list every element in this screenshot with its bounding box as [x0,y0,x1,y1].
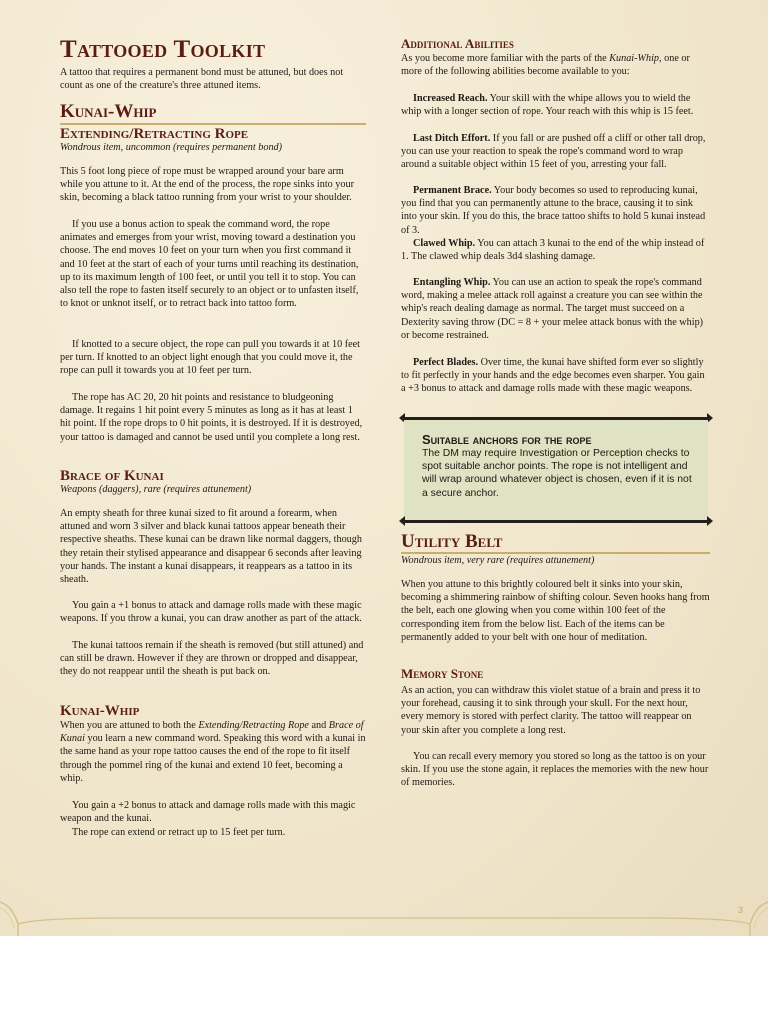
utility-belt-subtitle: Wondrous item, very rare (requires attunement) [401,555,595,566]
utility-belt-title: Utility Belt [401,531,503,552]
section-heading-kunai-whip: Kunai-Whip [60,101,157,122]
additional-title: Additional Abilities [401,36,514,51]
kunai-whip-paragraph-1: When you are attuned to both the Extending/Retracting Rope and Brace of Kunai you learn a new command word. Speaking this word with a kunai in the same hand as your rope tattoo causes the end of the rope to fit itself through the pommel ring of the kunai and extend 10 feet, becoming a whip. [60,720,366,784]
kunai-whip-paragraph-2: You gain a +2 bonus to attack and damage rolls made with this magic weapon and the kunai. [60,800,356,825]
footer-ornament [0,880,768,936]
extending-subtitle: Wondrous item, uncommon (requires permanent bond) [60,142,283,153]
extending-paragraph-4: The rope has AC 20, 20 hit points and resistance to bludgeoning damage. It regains 1 hit point every 5 minutes as long as it has at least 1 hit point. If the rope drops to 0 hit points, it is destroyed. If it is destroyed, your tattoo is damaged and cannot be used until you complete a long rest. [60,392,363,443]
extending-title: Extending/Retracting Rope [60,126,249,142]
ability-permanent-brace: Permanent Brace. Your body becomes so used to reproducing kunai, you find that you can permanently attune to the brace, causing it to sink into your skin. If you do this, the brace tattoo shifts to hold 5 kunai instead of 3. [401,185,706,236]
memory-stone-paragraph-1: As an action, you can withdraw this violet statue of a brain and press it to your forehead, causing it to sink through your skull. For the next hour, every memory is stored with perfect clarity. The tattoo will reappear on your skin after you complete a long rest. [401,685,701,736]
extending-paragraph-3: If knotted to a secure object, the rope can pull you towards it at 10 feet per turn. If knotted to an object light enough that you could move it, the rope can pull it towards you at 10 feet per turn. [60,339,360,377]
note-text: The DM may require Investigation or Perception checks to spot suitable anchor points. The rope is not intelligent and will wrap around whatever object is chosen, even if it is not a secure anchor. [422,448,692,499]
brace-paragraph-1: An empty sheath for three kunai sized to fit around a forearm, when attuned and worn 3 silver and black kunai tattoos appear beneath their respective sheaths. These kunai can be drawn like normal daggers, though they retain their stylised appearance and disappear 6 seconds after leaving your hands. The instant a kunai disappears, it reappears as a tattoo in its sheath. [60,508,362,586]
brace-paragraph-2: You gain a +1 bonus to attack and damage rolls made with these magic weapons. If you throw a kunai, you can draw another as part of the attack. [60,600,362,625]
ability-clawed-whip: Clawed Whip. You can attach 3 kunai to the end of the whip instead of 1. The clawed whip deals 3d4 slashing damage. [401,238,705,263]
note-title: Suitable anchors for the rope [422,432,592,447]
intro-text: A tattoo that requires a permanent bond must be attuned, but does not count as one of the creature's three attuned items. [60,67,344,92]
kunai-whip-title: Kunai-Whip [60,703,140,719]
extending-paragraph-1: This 5 foot long piece of rope must be wrapped around your bare arm while you attune to it. At the end of the process, the rope sinks into your skin, becoming a black tattoo running from your wrist to your shoulder. [60,166,354,204]
ability-perfect-blades: Perfect Blades. Over time, the kunai have shifted form ever so slightly to fit perfectly in your hands and the edge becomes even sharper. You gain a +3 bonus to attack and damage rolls made with these magic weapons. [401,357,705,395]
kunai-whip-paragraph-3: The rope can extend or retract up to 15 feet per turn. [72,827,286,838]
note-bottom-bar [404,520,708,523]
note-bottom-right-tip [707,516,713,526]
ability-entangling-whip: Entangling Whip. You can use an action to speak the rope's command word, making a melee attack roll against a creature you can see within the whip's reach dealing damage as normal. The target must succeed on a Dexterity saving throw (DC = 8 + your melee attack bonus with the whip) or become restrained. [401,277,704,341]
note-bottom-left-tip [399,516,405,526]
additional-intro: As you become more familiar with the parts of the Kunai-Whip, one or more of the following abilities become available to you: [401,53,690,78]
section-rule [60,123,366,125]
brace-paragraph-3: The kunai tattoos remain if the sheath is removed (but still attuned) and can still be drawn. However if they are thrown or dropped and disappear, they do not reappear until the sheath is put back on. [60,640,364,678]
brace-subtitle: Weapons (daggers), rare (requires attunement) [60,484,252,495]
utility-belt-paragraph: When you attune to this brightly coloured belt it sinks into your skin, becoming a shimmering rainbow of shifting colour. Seven hooks hang from the belt, each one glowing when you come within 100 feet of the corresponding item from the below list. Each of the items can be permanently added to your belt with one hour of meditation. [401,579,710,643]
page-number: 3 [738,905,744,915]
memory-stone-paragraph-2: You can recall every memory you stored so long as the tattoo is on your skin. If you use the stone again, it replaces the memories with the new hour of memories. [401,751,709,789]
memory-stone-title: Memory Stone [401,666,484,681]
section-rule [401,552,710,554]
brace-title: Brace of Kunai [60,468,164,484]
page-title: Tattooed Toolkit [60,36,266,63]
ability-last-ditch-effort: Last Ditch Effort. If you fall or are pushed off a cliff or other tall drop, you can use your reaction to speak the rope's command word to wrap around a suitable object within 15 feet of you, arresting your fall. [401,133,706,171]
ability-increased-reach: Increased Reach. Your skill with the whipe allows you to wield the whip with a longer section of rope. Your reach with this whip is 15 feet. [401,93,694,118]
extending-paragraph-2: If you use a bonus action to speak the command word, the rope animates and emerges from your wrist, moving toward a destination you choose. The end moves 10 feet on your turn when you first command it and 10 feet at the start of each of your turns until reaching its destination, up to its maximum length of 100 feet, or until you tell it to stop. You can also tell the rope to fasten itself securely to an object or to unfasten itself, to knot or unknot itself, or to retract back into tattoo form. [60,219,359,310]
